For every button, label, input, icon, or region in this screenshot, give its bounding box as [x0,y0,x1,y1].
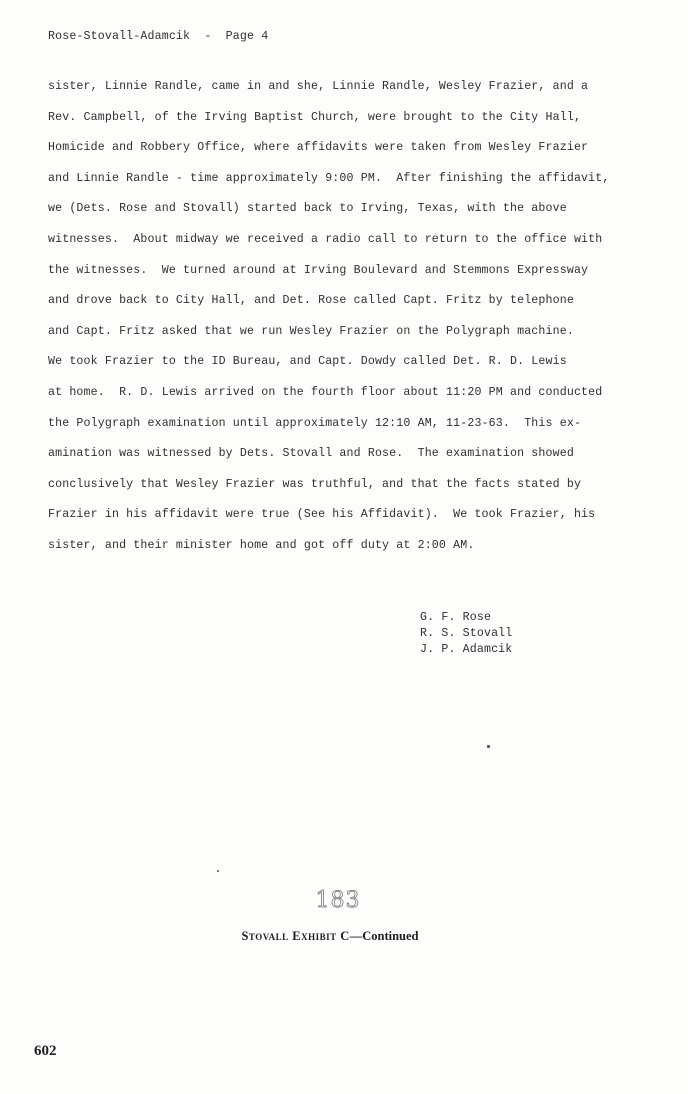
signature-name: G. F. Rose [420,611,492,624]
report-body [48,80,648,570]
scan-speck [487,745,490,748]
body-line: and drove back to City Hall, and Det. Rose called Capt. Fritz by telephone [48,294,574,308]
body-line: at home. R. D. Lewis arrived on the fourth floor about 11:20 PM and conducted [48,385,603,399]
body-line: the Polygraph examination until approximately 12:10 AM, 11-23-63. This ex- [48,416,582,430]
body-line: we (Dets. Rose and Stovall) started back to Irving, Texas, with the above [48,202,567,216]
signature-name: R. S. Stovall [420,627,513,640]
body-line: Homicide and Robbery Office, where affidavits were taken from Wesley Frazier [48,141,589,155]
body-line: Rev. Campbell, of the Irving Baptist Church, were brought to the City Hall, [48,110,582,124]
body-line: sister, Linnie Randle, came in and she, Linnie Randle, Wesley Frazier, and a [48,80,589,93]
page-header: Rose-Stovall-Adamcik - Page 4 [48,30,269,43]
body-line: sister, and their minister home and got off duty at 2:00 AM. [48,538,475,552]
body-line: amination was witnessed by Dets. Stovall and Rose. The examination showed [48,447,574,461]
exhibit-caption-name: Stovall Exhibit C [241,929,350,943]
body-line: witnesses. About midway we received a radio call to return to the office with [48,232,603,246]
body-line: Frazier in his affidavit were true (See his Affidavit). We took Frazier, his [48,508,596,522]
exhibit-caption-suffix: —Continued [349,929,419,943]
scan-speck [217,870,219,872]
body-line: the witnesses. We turned around at Irving Boulevard and Stemmons Expressway [48,263,589,277]
body-line: and Capt. Fritz asked that we run Wesley Frazier on the Polygraph machine. [48,324,574,338]
page-number: 602 [34,1043,57,1059]
signature-name: J. P. Adamcik [420,643,513,656]
exhibit-stamp-number: 183 [315,888,361,913]
body-line: and Linnie Randle - time approximately 9:00 PM. After finishing the affidavit, [48,171,610,185]
exhibit-caption [200,929,460,944]
body-line: We took Frazier to the ID Bureau, and Capt. Dowdy called Det. R. D. Lewis [48,355,567,369]
body-line: conclusively that Wesley Frazier was truthful, and that the facts stated by [48,477,582,491]
signature-block [420,611,512,659]
